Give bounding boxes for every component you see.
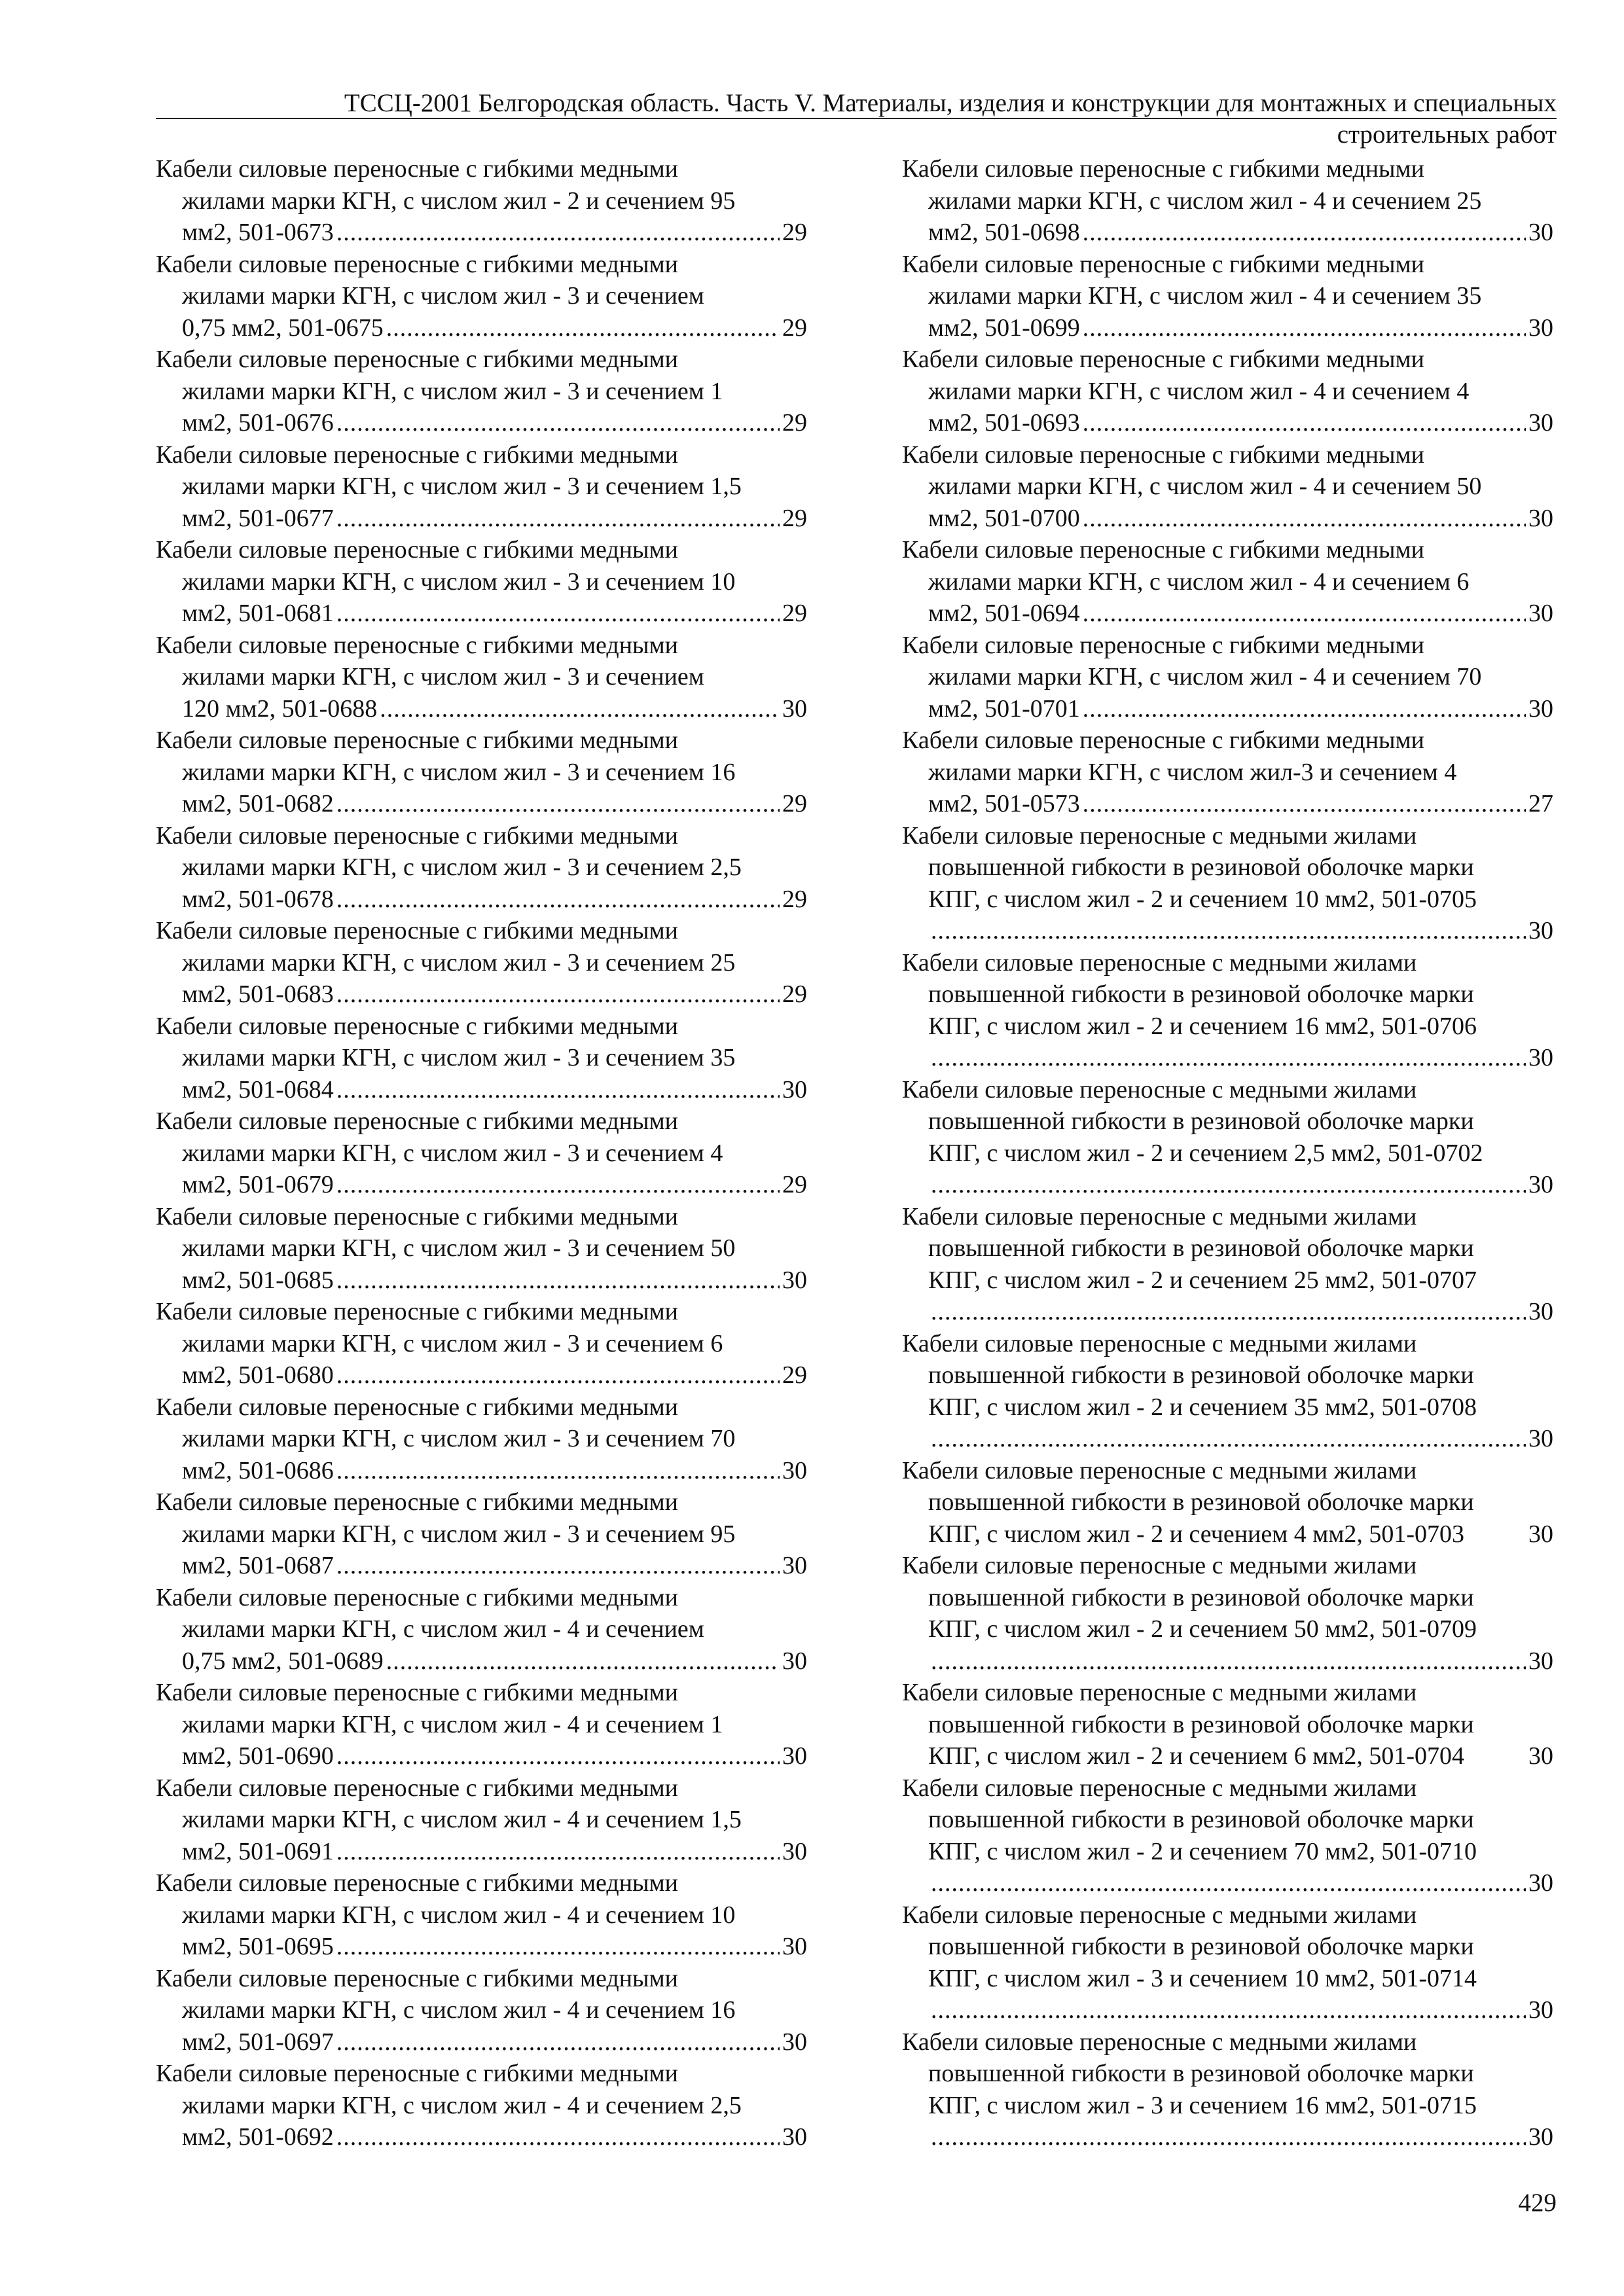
index-entry-page-ref: 29 xyxy=(782,600,807,627)
index-entry-leader-line xyxy=(156,788,807,820)
index-entry-page-ref: 30 xyxy=(1528,917,1553,944)
index-entry-text: КПГ, с числом жил - 2 и сечением 25 мм2, 501-0707 xyxy=(928,1266,1477,1294)
index-entry-page-ref: 29 xyxy=(782,1171,807,1198)
dot-leader xyxy=(336,978,780,1011)
index-entry-text: жилами марки КГН, с числом жил - 2 и сечением 95 xyxy=(182,187,736,215)
index-entry xyxy=(902,947,1553,1074)
index-entry-code: мм2, 501-0676 xyxy=(182,409,334,437)
index-entry-leader-line xyxy=(902,1645,1553,1677)
dot-leader xyxy=(1083,407,1526,439)
index-entry-leader-line xyxy=(902,788,1553,820)
index-entry-leader-line xyxy=(156,978,807,1011)
index-entry-leader-line xyxy=(902,915,1553,947)
dot-leader xyxy=(931,1169,1526,1201)
index-entry-text: жилами марки КГН, с числом жил - 3 и сечением 1 xyxy=(182,377,723,405)
index-entry-code: мм2, 501-0700 xyxy=(928,504,1080,532)
dot-leader xyxy=(336,407,780,439)
index-entry xyxy=(902,1201,1553,1328)
index-entry-code: мм2, 501-0678 xyxy=(182,885,334,913)
index-entry-page-ref: 30 xyxy=(1528,1742,1553,1770)
dot-leader xyxy=(336,598,780,630)
index-entry-title: Кабели силовые переносные с медными жилами xyxy=(902,1202,1417,1230)
index-entry-page-ref: 30 xyxy=(782,1456,807,1484)
index-entry xyxy=(156,1867,807,1963)
index-entry-page-ref: 30 xyxy=(1528,694,1553,723)
index-entry-page-ref: 29 xyxy=(782,504,807,532)
index-entry-text: жилами марки КГН, с числом жил - 4 и сечением 16 xyxy=(182,1996,736,2024)
page-number: 429 xyxy=(1518,2189,1557,2217)
index-entry-leader-line xyxy=(902,1518,1553,1551)
dot-leader xyxy=(336,2026,780,2058)
dot-leader xyxy=(931,1867,1526,1899)
index-entry-text: жилами марки КГН, с числом жил - 4 и сечением 10 xyxy=(182,1901,736,1929)
index-entry-title: Кабели силовые переносные с гибкими медными xyxy=(902,631,1424,659)
index-entry-title: Кабели силовые переносные с медными жилами xyxy=(902,1329,1417,1357)
index-entry-leader-line xyxy=(156,2026,807,2058)
index-entry-title: Кабели силовые переносные с гибкими медными xyxy=(902,346,1424,373)
index-entry-leader-line xyxy=(156,884,807,916)
index-entry-text: жилами марки КГН, с числом жил - 4 и сечением 1 xyxy=(182,1710,723,1738)
index-entry-title: Кабели силовые переносные с медными жилами xyxy=(902,821,1417,850)
index-entry-title: Кабели силовые переносные с гибкими медными xyxy=(902,155,1424,183)
index-entry-page-ref: 30 xyxy=(782,694,807,723)
index-entry-page-ref: 30 xyxy=(1528,1298,1553,1325)
index-entry-text: жилами марки КГН, с числом жил - 3 и сечением 6 xyxy=(182,1329,723,1357)
index-entry xyxy=(156,534,807,630)
index-entry-leader-line xyxy=(902,1994,1553,2026)
index-entry-code: КПГ, с числом жил - 2 и сечением 4 мм2, 501-0703 xyxy=(928,1520,1465,1548)
index-entry-text: жилами марки КГН, с числом жил - 4 и сечением 4 xyxy=(928,377,1470,405)
index-entry-text: КПГ, с числом жил - 2 и сечением 35 мм2, 501-0708 xyxy=(928,1393,1477,1421)
index-entry-leader-line xyxy=(902,598,1553,630)
index-entry-code: мм2, 501-0673 xyxy=(182,219,334,246)
index-entry-text: жилами марки КГН, с числом жил - 4 и сечением 2,5 xyxy=(182,2091,742,2119)
index-entry-text: жилами марки КГН, с числом жил - 4 и сечением 70 xyxy=(928,663,1482,691)
index-entry-page-ref: 30 xyxy=(782,1837,807,1865)
index-entry xyxy=(902,439,1553,535)
index-entry-text: повышенной гибкости в резиновой оболочке марки xyxy=(928,1107,1474,1135)
index-entry-text: жилами марки КГН, с числом жил - 4 и сечением 1,5 xyxy=(182,1806,742,1833)
index-entry xyxy=(902,249,1553,344)
index-entry-page-ref: 29 xyxy=(782,790,807,817)
index-entry-page-ref: 29 xyxy=(782,1361,807,1389)
index-entry-code: мм2, 501-0701 xyxy=(928,694,1080,723)
index-entry-title: Кабели силовые переносные с гибкими медными xyxy=(902,536,1424,564)
index-entry-page-ref: 30 xyxy=(782,2028,807,2056)
running-header-line-2: строительных работ xyxy=(1337,120,1557,149)
index-entry-page-ref: 29 xyxy=(782,980,807,1008)
index-entry-text: жилами марки КГН, с числом жил - 3 и сечением 70 xyxy=(182,1425,736,1452)
index-entry-leader-line xyxy=(156,503,807,535)
index-entry-leader-line xyxy=(156,1740,807,1772)
index-entry-leader-line xyxy=(156,1265,807,1297)
index-entry-code: мм2, 501-0682 xyxy=(182,790,334,817)
index-entry-title: Кабели силовые переносные с гибкими медными xyxy=(156,155,678,183)
dot-leader xyxy=(931,915,1526,947)
index-entry-leader-line xyxy=(156,1931,807,1963)
index-entry-page-ref: 30 xyxy=(1528,504,1553,532)
index-entry-leader-line xyxy=(156,598,807,630)
index-entry-code: 120 мм2, 501-0688 xyxy=(182,694,378,723)
index-entry-code: 0,75 мм2, 501-0675 xyxy=(182,314,384,342)
index-entry xyxy=(156,249,807,344)
index-entry-code: мм2, 501-0699 xyxy=(928,314,1080,342)
index-entry xyxy=(902,2026,1553,2153)
index-entry-page-ref: 30 xyxy=(782,1933,807,1960)
index-entry xyxy=(156,630,807,725)
index-entry-text: КПГ, с числом жил - 2 и сечением 16 мм2, 501-0706 xyxy=(928,1012,1477,1040)
index-entry-page-ref: 29 xyxy=(782,314,807,342)
index-entry-code: мм2, 501-0697 xyxy=(182,2028,334,2056)
index-entry-leader-line xyxy=(156,1359,807,1391)
index-entry-text: повышенной гибкости в резиновой оболочке марки xyxy=(928,1933,1474,1960)
index-entry-leader-line xyxy=(902,1867,1553,1899)
index-column-right xyxy=(902,153,1553,2153)
index-entry-title: Кабели силовые переносные с гибкими медными xyxy=(156,440,678,469)
dot-leader xyxy=(931,1296,1526,1328)
index-entry-title: Кабели силовые переносные с гибкими медными xyxy=(902,726,1424,754)
index-entry xyxy=(902,1677,1553,1772)
index-entry-text: повышенной гибкости в резиновой оболочке марки xyxy=(928,1361,1474,1389)
index-entry-page-ref: 30 xyxy=(1528,219,1553,246)
index-entry-code: мм2, 501-0684 xyxy=(182,1075,334,1103)
index-entry xyxy=(902,1772,1553,1899)
index-entry-page-ref: 30 xyxy=(1528,1869,1553,1897)
index-entry-text: жилами марки КГН, с числом жил - 4 и сечением 6 xyxy=(928,567,1470,596)
index-entry-code: мм2, 501-0683 xyxy=(182,980,334,1008)
index-entry xyxy=(902,153,1553,249)
index-entry-page-ref: 30 xyxy=(1528,1171,1553,1198)
index-entry xyxy=(156,1105,807,1201)
index-entry-title: Кабели силовые переносные с гибкими медными xyxy=(156,917,678,944)
index-entry-title: Кабели силовые переносные с гибкими медными xyxy=(156,1393,678,1421)
index-column-left xyxy=(156,153,807,2153)
index-entry-page-ref: 27 xyxy=(1528,790,1553,817)
index-entry xyxy=(156,1391,807,1487)
index-entry xyxy=(156,1677,807,1772)
index-entry-code: мм2, 501-0685 xyxy=(182,1266,334,1294)
index-entry xyxy=(902,1074,1553,1201)
index-entry-page-ref: 30 xyxy=(782,1075,807,1103)
dot-leader xyxy=(336,1455,780,1487)
index-entry-title: Кабели силовые переносные с медными жилами xyxy=(902,1552,1417,1579)
index-entry-leader-line xyxy=(156,693,807,725)
dot-leader xyxy=(336,1265,780,1297)
index-entry-text: жилами марки КГН, с числом жил - 3 и сечением xyxy=(182,282,704,310)
dot-leader xyxy=(931,1042,1526,1074)
dot-leader xyxy=(1083,312,1526,344)
dot-leader xyxy=(380,693,780,725)
index-entry-code: мм2, 501-0692 xyxy=(182,2123,334,2151)
index-entry-title: Кабели силовые переносные с гибкими медными xyxy=(156,821,678,850)
index-entry-text: жилами марки КГН, с числом жил - 3 и сечением 35 xyxy=(182,1044,736,1071)
running-header xyxy=(156,88,1557,151)
index-entry xyxy=(156,1772,807,1868)
index-entry xyxy=(902,820,1553,947)
dot-leader xyxy=(1083,217,1526,249)
dot-leader xyxy=(931,1423,1526,1455)
index-entry xyxy=(902,534,1553,630)
index-entry-page-ref: 30 xyxy=(1528,314,1553,342)
index-entry-text: повышенной гибкости в резиновой оболочке марки xyxy=(928,1806,1474,1833)
dot-leader xyxy=(336,217,780,249)
index-entry-text: повышенной гибкости в резиновой оболочке марки xyxy=(928,1234,1474,1262)
index-entry-leader-line xyxy=(902,503,1553,535)
index-entry-title: Кабели силовые переносные с гибкими медными xyxy=(156,1012,678,1040)
index-entry-text: КПГ, с числом жил - 2 и сечением 70 мм2, 501-0710 xyxy=(928,1837,1477,1865)
index-entry xyxy=(156,1963,807,2058)
index-entry-title: Кабели силовые переносные с гибкими медными xyxy=(156,1964,678,1992)
dot-leader xyxy=(931,2121,1526,2153)
dot-leader xyxy=(1083,503,1526,535)
index-entry-text: жилами марки КГН, с числом жил - 4 и сечением 35 xyxy=(928,282,1482,310)
index-entry-page-ref: 30 xyxy=(1528,1996,1553,2024)
index-entry-leader-line xyxy=(902,1740,1553,1772)
index-entry-text: повышенной гибкости в резиновой оболочке марки xyxy=(928,1710,1474,1738)
index-entry-leader-line xyxy=(156,407,807,439)
dot-leader xyxy=(336,1074,780,1106)
index-entry-text: жилами марки КГН, с числом жил - 4 и сечением 25 xyxy=(928,187,1482,215)
index-entry-text: жилами марки КГН, с числом жил - 3 и сечением xyxy=(182,663,704,691)
index-entry-leader-line xyxy=(156,1074,807,1106)
index-entry-code: мм2, 501-0680 xyxy=(182,1361,334,1389)
index-entry-title: Кабели силовые переносные с гибкими медными xyxy=(156,1107,678,1135)
index-entry-text: жилами марки КГН, с числом жил - 3 и сечением 95 xyxy=(182,1520,736,1548)
dot-leader xyxy=(1083,598,1526,630)
index-entry-leader-line xyxy=(156,1836,807,1868)
index-entry-text: КПГ, с числом жил - 2 и сечением 50 мм2, 501-0709 xyxy=(928,1615,1477,1643)
index-entry xyxy=(902,344,1553,439)
index-entry-title: Кабели силовые переносные с медными жилами xyxy=(902,2028,1417,2056)
dot-leader xyxy=(336,884,780,916)
index-entry-page-ref: 30 xyxy=(782,1742,807,1770)
dot-leader xyxy=(386,1645,780,1677)
index-entry-page-ref: 30 xyxy=(1528,1425,1553,1452)
running-header-line-1: ТССЦ-2001 Белгородская область. Часть V. Материалы, изделия и конструкции для монтажных и специальных xyxy=(344,89,1557,117)
dot-leader xyxy=(1083,788,1526,820)
dot-leader xyxy=(336,1359,780,1391)
index-entry-title: Кабели силовые переносные с медными жилами xyxy=(902,1774,1417,1802)
index-entry xyxy=(156,1582,807,1677)
index-entry-code: мм2, 501-0677 xyxy=(182,504,334,532)
index-entry-text: повышенной гибкости в резиновой оболочке марки xyxy=(928,1583,1474,1611)
index-entry-leader-line xyxy=(156,1645,807,1677)
index-entry-title: Кабели силовые переносные с гибкими медными xyxy=(156,1774,678,1802)
dot-leader xyxy=(336,2121,780,2153)
index-entry-page-ref: 29 xyxy=(782,219,807,246)
index-entry-text: повышенной гибкости в резиновой оболочке марки xyxy=(928,2060,1474,2087)
index-entry-page-ref: 30 xyxy=(782,1647,807,1675)
dot-leader xyxy=(336,1836,780,1868)
index-entry-leader-line xyxy=(156,1550,807,1582)
index-entry-text: жилами марки КГН, с числом жил - 3 и сечением 50 xyxy=(182,1234,736,1262)
index-entry-leader-line xyxy=(902,407,1553,439)
index-entry xyxy=(156,1296,807,1391)
index-entry xyxy=(156,1486,807,1582)
index-entry xyxy=(156,725,807,820)
index-entry-page-ref: 29 xyxy=(782,885,807,913)
dot-leader xyxy=(336,788,780,820)
index-entry-page-ref: 30 xyxy=(1528,2123,1553,2151)
index-entry-text: жилами марки КГН, с числом жил - 3 и сечением 4 xyxy=(182,1139,723,1167)
index-entry-title: Кабели силовые переносные с медными жилами xyxy=(902,1456,1417,1484)
index-entry xyxy=(902,1899,1553,2026)
index-entry-title: Кабели силовые переносные с гибкими медными xyxy=(156,536,678,564)
index-entry-leader-line xyxy=(902,1169,1553,1201)
index-entry xyxy=(902,1550,1553,1677)
index-entry-leader-line xyxy=(902,1042,1553,1074)
index-entry-text: жилами марки КГН, с числом жил - 3 и сечением 25 xyxy=(182,948,736,977)
index-entry-text: жилами марки КГН, с числом жил - 3 и сечением 2,5 xyxy=(182,853,742,881)
index-entry-title: Кабели силовые переносные с гибкими медными xyxy=(156,250,678,278)
index-entry xyxy=(902,630,1553,725)
dot-leader xyxy=(336,1740,780,1772)
index-entry-leader-line xyxy=(156,2121,807,2153)
dot-leader xyxy=(386,312,780,344)
index-entry-code: мм2, 501-0690 xyxy=(182,1742,334,1770)
index-entry-leader-line xyxy=(902,1423,1553,1455)
index-entry xyxy=(156,915,807,1011)
index-entry xyxy=(156,344,807,439)
index-entry-title: Кабели силовые переносные с гибкими медными xyxy=(156,1298,678,1325)
index-entry-title: Кабели силовые переносные с гибкими медными xyxy=(156,1488,678,1516)
index-entry-title: Кабели силовые переносные с медными жилами xyxy=(902,948,1417,977)
index-entry-text: жилами марки КГН, с числом жил-3 и сечением 4 xyxy=(928,758,1457,786)
index-entry-leader-line xyxy=(902,1296,1553,1328)
index-entry-code: мм2, 501-0686 xyxy=(182,1456,334,1484)
index-entry-page-ref: 30 xyxy=(782,1266,807,1294)
index-entry-text: повышенной гибкости в резиновой оболочке марки xyxy=(928,980,1474,1008)
index-entry-page-ref: 30 xyxy=(782,2123,807,2151)
index-entry xyxy=(902,1328,1553,1455)
index-entry-code: мм2, 501-0681 xyxy=(182,600,334,627)
index-entry-text: жилами марки КГН, с числом жил - 3 и сечением 16 xyxy=(182,758,736,786)
index-entry-text: жилами марки КГН, с числом жил - 4 и сечением 50 xyxy=(928,473,1482,500)
index-entry-page-ref: 30 xyxy=(1528,1044,1553,1071)
index-entry-code: КПГ, с числом жил - 2 и сечением 6 мм2, 501-0704 xyxy=(928,1742,1465,1770)
index-entry xyxy=(156,820,807,916)
index-entry-code: мм2, 501-0691 xyxy=(182,1837,334,1865)
index-entry xyxy=(156,439,807,535)
dot-leader xyxy=(1083,693,1526,725)
index-entry xyxy=(156,1011,807,1106)
index-entry-title: Кабели силовые переносные с гибкими медными xyxy=(156,1583,678,1611)
index-entry-page-ref: 30 xyxy=(1528,1647,1553,1675)
index-entry xyxy=(156,1201,807,1297)
index-entry-title: Кабели силовые переносные с гибкими медными xyxy=(156,346,678,373)
index-entry-code: мм2, 501-0679 xyxy=(182,1171,334,1198)
index-entry-leader-line xyxy=(156,1169,807,1201)
index-entry-title: Кабели силовые переносные с гибкими медными xyxy=(156,1869,678,1897)
index-entry-code: мм2, 501-0687 xyxy=(182,1552,334,1579)
dot-leader xyxy=(336,1550,780,1582)
index-entry-code: 0,75 мм2, 501-0689 xyxy=(182,1647,384,1675)
index-entry xyxy=(156,153,807,249)
dot-leader xyxy=(336,1169,780,1201)
index-entry-title: Кабели силовые переносные с гибкими медными xyxy=(156,726,678,754)
index-entry-title: Кабели силовые переносные с медными жилами xyxy=(902,1679,1417,1706)
index-entry-text: КПГ, с числом жил - 2 и сечением 10 мм2, 501-0705 xyxy=(928,885,1477,913)
index-entry-text: КПГ, с числом жил - 3 и сечением 16 мм2, 501-0715 xyxy=(928,2091,1477,2119)
index-entry-leader-line xyxy=(156,312,807,344)
index-entry-page-ref: 30 xyxy=(1528,600,1553,627)
header-rule xyxy=(156,118,1557,119)
index-entry-title: Кабели силовые переносные с медными жилами xyxy=(902,1901,1417,1929)
index-entry xyxy=(156,2058,807,2153)
index-entry-text: КПГ, с числом жил - 3 и сечением 10 мм2, 501-0714 xyxy=(928,1964,1477,1992)
index-entry-code: мм2, 501-0695 xyxy=(182,1933,334,1960)
index-entry-leader-line xyxy=(156,217,807,249)
index-entry-page-ref: 30 xyxy=(1528,409,1553,437)
index-entry-leader-line xyxy=(902,2121,1553,2153)
index-entry-page-ref: 30 xyxy=(1528,1520,1553,1548)
dot-leader xyxy=(931,1645,1526,1677)
index-entry-title: Кабели силовые переносные с гибкими медными xyxy=(902,250,1424,278)
index-entry-title: Кабели силовые переносные с медными жилами xyxy=(902,1075,1417,1103)
dot-leader xyxy=(931,1994,1526,2026)
index-entry-title: Кабели силовые переносные с гибкими медными xyxy=(902,440,1424,469)
index-entry xyxy=(902,1455,1553,1551)
index-entry-code: мм2, 501-0573 xyxy=(928,790,1080,817)
index-entry xyxy=(902,725,1553,820)
index-entry-text: жилами марки КГН, с числом жил - 3 и сечением 10 xyxy=(182,567,736,596)
index-entry-leader-line xyxy=(902,312,1553,344)
index-entry-code: мм2, 501-0694 xyxy=(928,600,1080,627)
index-entry-text: жилами марки КГН, с числом жил - 4 и сечением xyxy=(182,1615,704,1643)
dot-leader xyxy=(336,503,780,535)
index-entry-text: повышенной гибкости в резиновой оболочке марки xyxy=(928,1488,1474,1516)
index-entry-page-ref: 30 xyxy=(782,1552,807,1579)
index-entry-leader-line xyxy=(156,1455,807,1487)
index-entry-title: Кабели силовые переносные с гибкими медными xyxy=(156,1679,678,1706)
index-entry-page-ref: 29 xyxy=(782,409,807,437)
index-entry-code: мм2, 501-0698 xyxy=(928,219,1080,246)
index-entry-code: мм2, 501-0693 xyxy=(928,409,1080,437)
index-entry-text: КПГ, с числом жил - 2 и сечением 2,5 мм2, 501-0702 xyxy=(928,1139,1483,1167)
index-entry-text: повышенной гибкости в резиновой оболочке марки xyxy=(928,853,1474,881)
index-entry-title: Кабели силовые переносные с гибкими медными xyxy=(156,2060,678,2087)
index-entry-leader-line xyxy=(902,217,1553,249)
index-entry-leader-line xyxy=(902,693,1553,725)
index-entry-title: Кабели силовые переносные с гибкими медными xyxy=(156,631,678,659)
dot-leader xyxy=(336,1931,780,1963)
index-entry-title: Кабели силовые переносные с гибкими медными xyxy=(156,1202,678,1230)
index-entry-text: жилами марки КГН, с числом жил - 3 и сечением 1,5 xyxy=(182,473,742,500)
